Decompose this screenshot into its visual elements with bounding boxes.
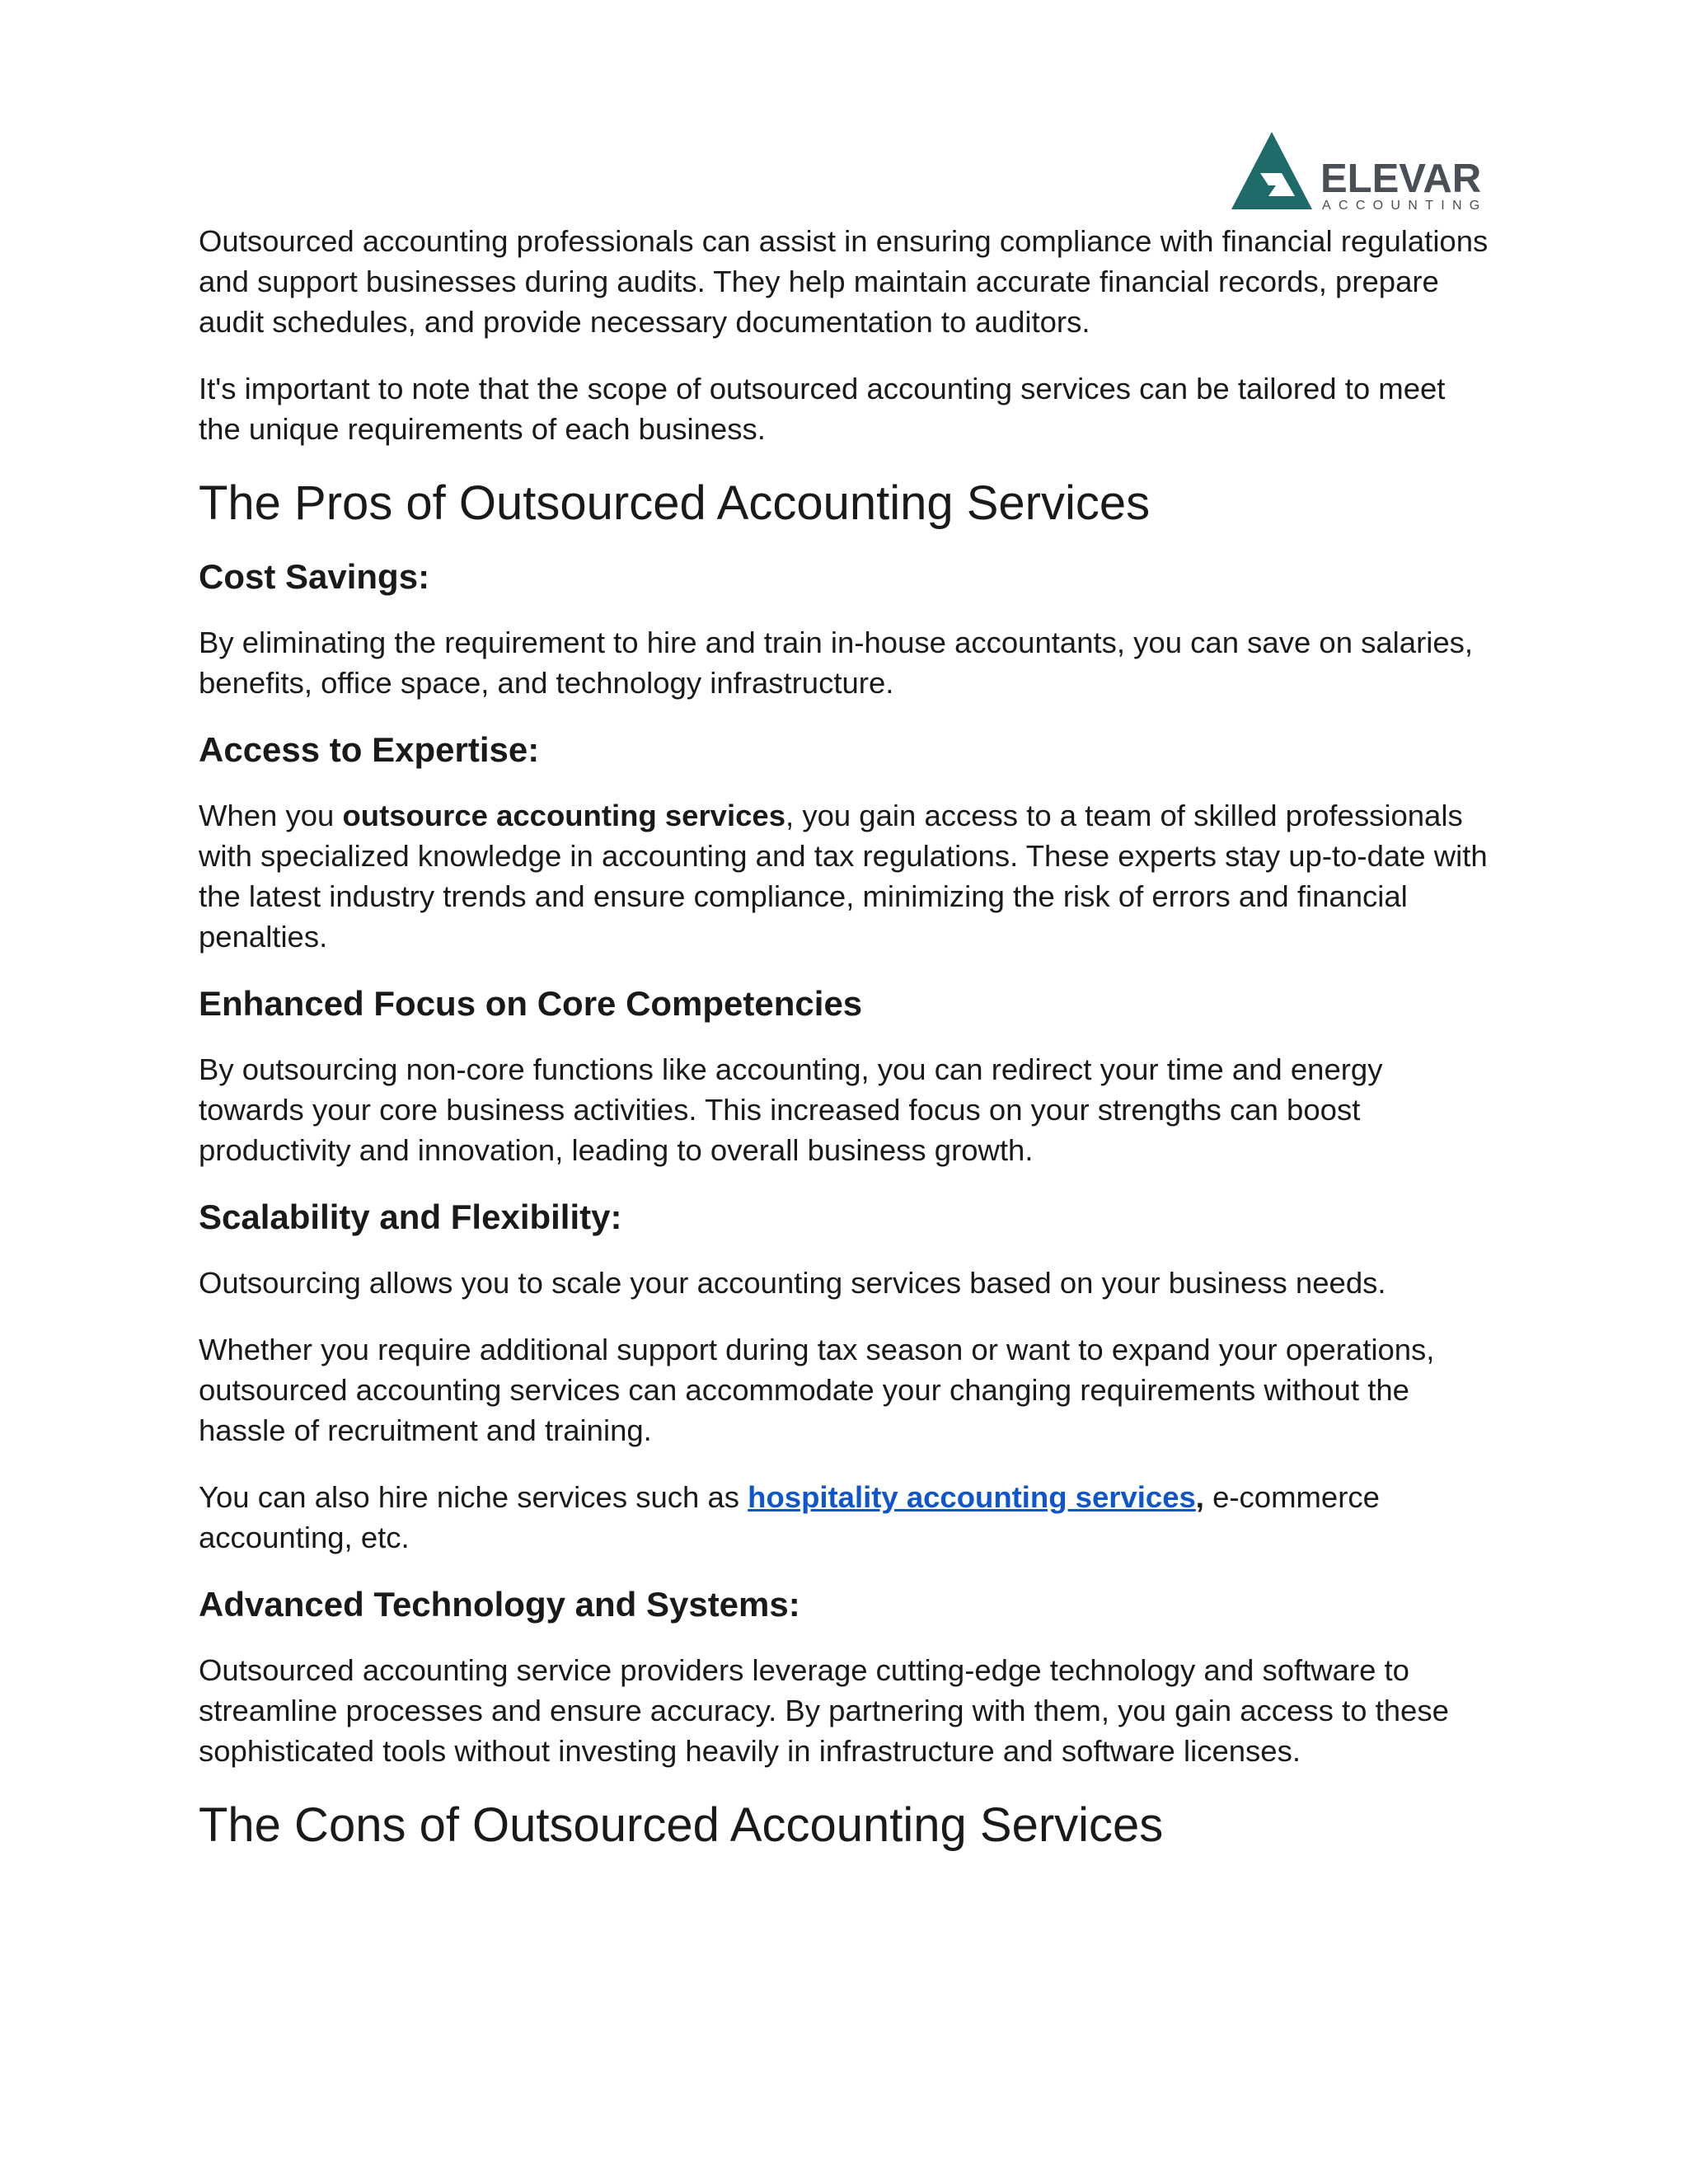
scalability-text-2: Whether you require additional support during tax season or want to expand your operations, outsourced accounting services can accommodate your changing requirements without the hassle of recruitment and training. — [199, 1333, 1435, 1447]
elevar-mark-icon — [1231, 132, 1312, 209]
expertise-text-start: When you — [199, 799, 343, 832]
cost-savings-heading: Cost Savings: — [199, 557, 430, 596]
technology-heading: Advanced Technology and Systems: — [199, 1585, 800, 1624]
cons-heading: The Cons of Outsourced Accounting Services — [199, 1798, 1164, 1852]
logo-name: ELEVAR — [1320, 157, 1482, 201]
niche-comma: , — [1195, 1480, 1204, 1514]
scalability-text-3 — [199, 1477, 1493, 1558]
scalability-heading: Scalability and Flexibility: — [199, 1197, 622, 1236]
paragraph-compliance: Outsourced accounting professionals can assist in ensuring compliance with financial regulations and support businesses during audits. They help maintain accurate financial records, prepare audit schedules, and provide necessary documentation to auditors. — [199, 224, 1489, 339]
hospitality-accounting-link[interactable]: hospitality accounting services — [748, 1480, 1196, 1514]
focus-text: By outsourcing non-core functions like accounting, you can redirect your time and energy towards your core business activities. This increased focus on your strengths can boost productivity and innovation, leading to overall business growth. — [199, 1052, 1383, 1167]
cost-savings-text: By eliminating the requirement to hire and train in-house accountants, you can save on salaries, benefits, office space, and technology infrastructure. — [199, 626, 1474, 700]
expertise-bold-phrase: outsource accounting services — [342, 799, 786, 832]
elevar-logo — [1230, 130, 1493, 213]
niche-text-start: You can also hire niche services such as — [199, 1480, 748, 1514]
paragraph-scope: It's important to note that the scope of outsourced accounting services can be tailored to meet the unique requirements of each business. — [199, 372, 1446, 446]
technology-text: Outsourced accounting service providers leverage cutting-edge technology and software to streamline processes and ensure accuracy. By partnering with them, you gain access to these sophisticated tools without investing heavily in infrastructure and software licenses. — [199, 1653, 1449, 1768]
expertise-text-end: , you gain access to a team of skilled professionals with specialized knowledge in accounting and tax regulations. These experts stay up-to-date with the latest industry trends and ensure compliance, minimizing the risk of errors and financial penalties. — [199, 799, 1488, 954]
expertise-text — [199, 795, 1493, 957]
focus-heading: Enhanced Focus on Core Competencies — [199, 984, 863, 1023]
document-body — [199, 221, 1493, 1878]
pros-heading: The Pros of Outsourced Accounting Services — [199, 476, 1151, 530]
logo-tagline: ACCOUNTING — [1322, 199, 1488, 213]
scalability-text-1: Outsourcing allows you to scale your accounting services based on your business needs. — [199, 1266, 1386, 1300]
expertise-heading: Access to Expertise: — [199, 730, 540, 769]
niche-text-end: e-commerce accounting, etc. — [199, 1480, 1380, 1554]
